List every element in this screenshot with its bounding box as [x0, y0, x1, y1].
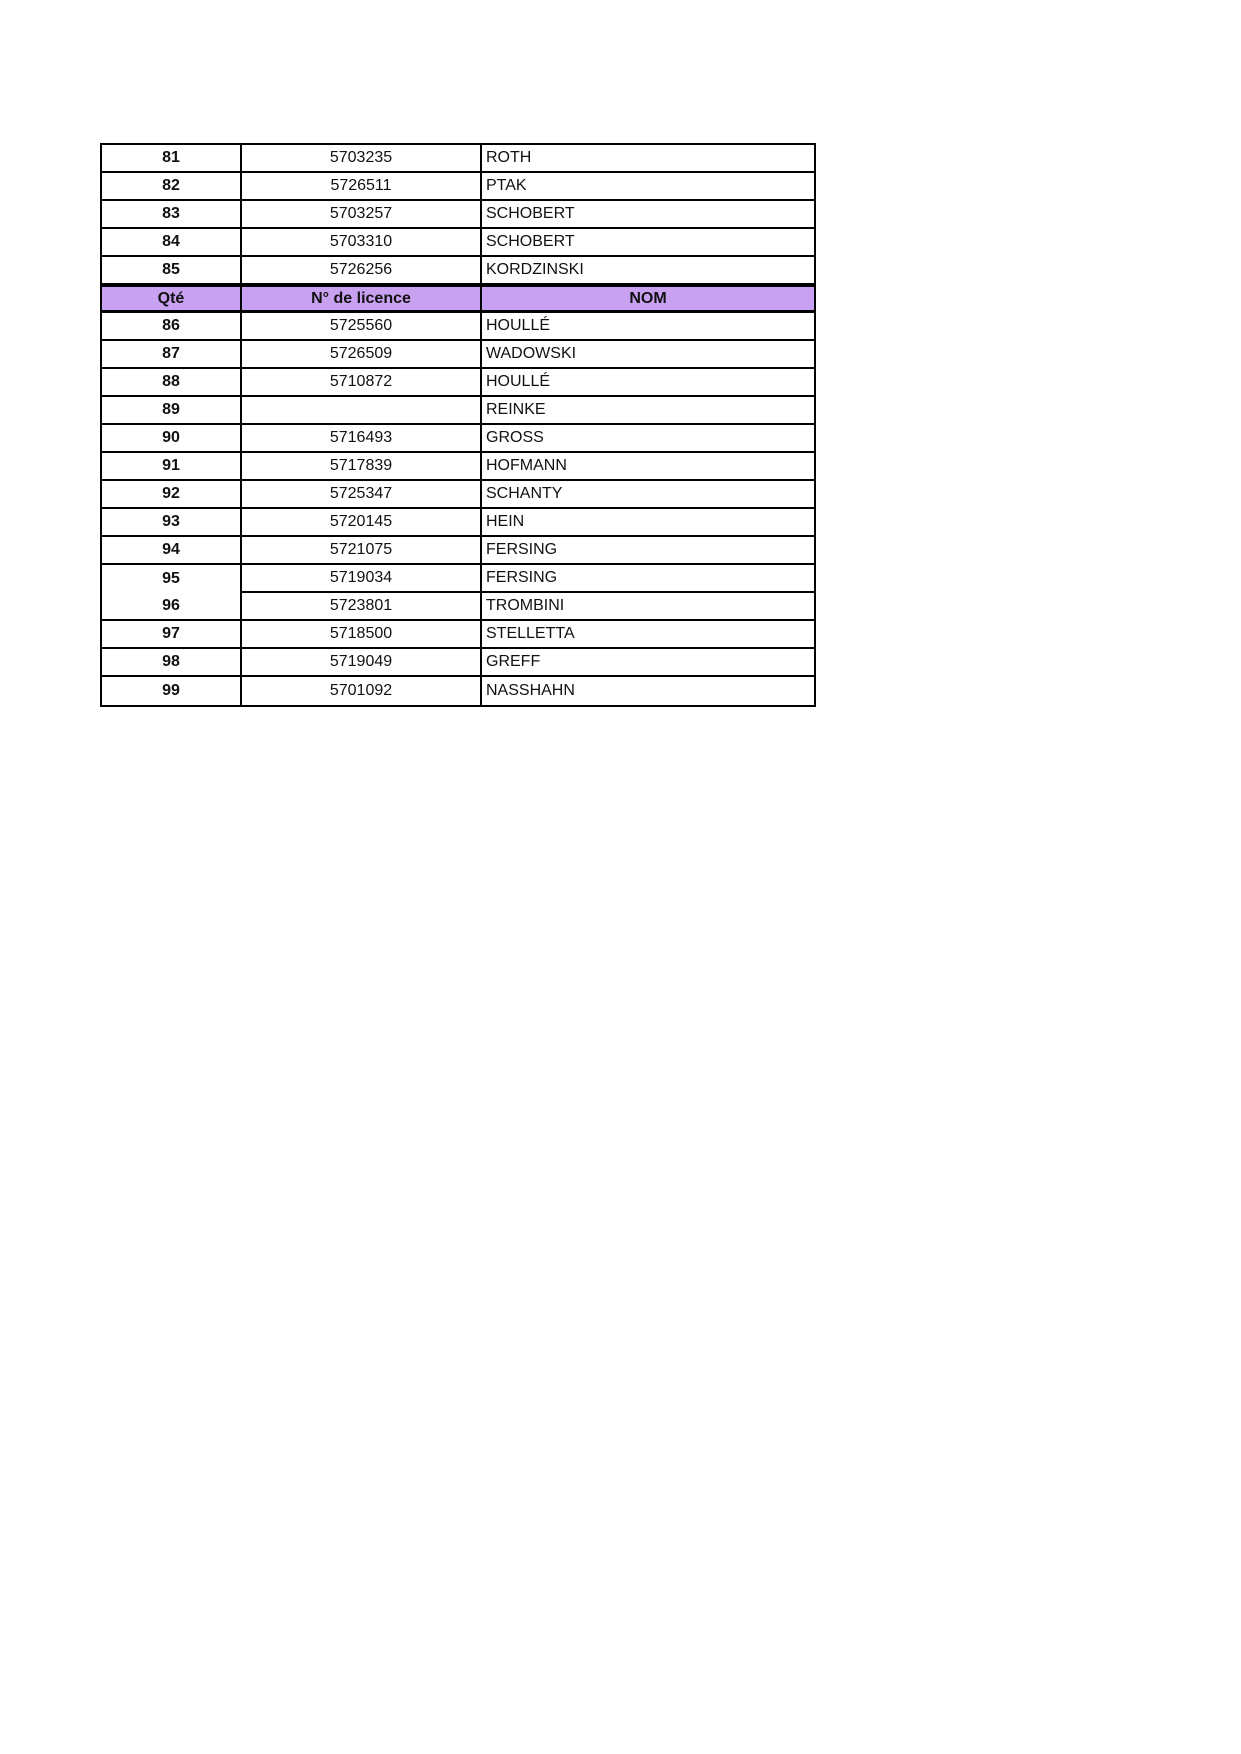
table-row: [102, 201, 814, 229]
licence-roster-body: [102, 145, 814, 705]
qty-cell: 90: [102, 425, 242, 453]
table-row: [102, 341, 814, 369]
licence-roster-table: [100, 143, 816, 707]
licence-cell: [242, 397, 482, 425]
licence-cell: 5716493: [242, 425, 482, 453]
qty-cell: 87: [102, 341, 242, 369]
name-cell: FERSING: [482, 565, 814, 593]
name-cell: SCHOBERT: [482, 201, 814, 229]
qty-cell: 89: [102, 397, 242, 425]
table-row: [102, 145, 814, 173]
licence-cell: 5726509: [242, 341, 482, 369]
licence-cell: 5703235: [242, 145, 482, 173]
table-row: [102, 173, 814, 201]
header-name-cell: NOM: [482, 285, 814, 313]
table-row: [102, 565, 814, 593]
table-row: [102, 509, 814, 537]
table-row: [102, 229, 814, 257]
name-cell: KORDZINSKI: [482, 257, 814, 285]
name-cell: GREFF: [482, 649, 814, 677]
name-cell: WADOWSKI: [482, 341, 814, 369]
licence-cell: 5717839: [242, 453, 482, 481]
qty-cell: 84: [102, 229, 242, 257]
licence-cell: 5719049: [242, 649, 482, 677]
qty-cell: 94: [102, 537, 242, 565]
qty-cell: 82: [102, 173, 242, 201]
name-cell: TROMBINI: [482, 593, 814, 621]
licence-cell: 5719034: [242, 565, 482, 593]
licence-cell: 5703310: [242, 229, 482, 257]
qty-cell: 86: [102, 313, 242, 341]
licence-cell: 5725560: [242, 313, 482, 341]
table-row: [102, 397, 814, 425]
qty-cell: 88: [102, 369, 242, 397]
name-cell: NASSHAHN: [482, 677, 814, 705]
table-row: [102, 257, 814, 285]
table-row: [102, 369, 814, 397]
licence-cell: 5721075: [242, 537, 482, 565]
table-row: [102, 649, 814, 677]
table-row: [102, 537, 814, 565]
licence-cell: 5701092: [242, 677, 482, 705]
name-cell: HEIN: [482, 509, 814, 537]
table-row: [102, 453, 814, 481]
qty-cell: 96: [102, 593, 242, 621]
name-cell: SCHANTY: [482, 481, 814, 509]
name-cell: ROTH: [482, 145, 814, 173]
header-qty-cell: Qté: [102, 285, 242, 313]
table-row: [102, 677, 814, 705]
licence-cell: 5703257: [242, 201, 482, 229]
header-licence-cell: N° de licence: [242, 285, 482, 313]
name-cell: STELLETTA: [482, 621, 814, 649]
licence-cell: 5720145: [242, 509, 482, 537]
table-row: [102, 481, 814, 509]
name-cell: GROSS: [482, 425, 814, 453]
name-cell: SCHOBERT: [482, 229, 814, 257]
header-row: [102, 285, 814, 313]
table-row: [102, 313, 814, 341]
licence-cell: 5725347: [242, 481, 482, 509]
qty-cell: 83: [102, 201, 242, 229]
licence-cell: 5726256: [242, 257, 482, 285]
licence-cell: 5710872: [242, 369, 482, 397]
table-row: [102, 593, 814, 621]
qty-cell: 91: [102, 453, 242, 481]
qty-cell: 97: [102, 621, 242, 649]
name-cell: HOFMANN: [482, 453, 814, 481]
licence-cell: 5718500: [242, 621, 482, 649]
qty-cell: 92: [102, 481, 242, 509]
table-row: [102, 425, 814, 453]
name-cell: PTAK: [482, 173, 814, 201]
licence-cell: 5723801: [242, 593, 482, 621]
qty-cell: 81: [102, 145, 242, 173]
name-cell: REINKE: [482, 397, 814, 425]
qty-cell: 85: [102, 257, 242, 285]
name-cell: HOULLÉ: [482, 369, 814, 397]
qty-cell: 95: [102, 565, 242, 593]
table-row: [102, 621, 814, 649]
qty-cell: 93: [102, 509, 242, 537]
name-cell: FERSING: [482, 537, 814, 565]
qty-cell: 98: [102, 649, 242, 677]
qty-cell: 99: [102, 677, 242, 705]
licence-cell: 5726511: [242, 173, 482, 201]
name-cell: HOULLÉ: [482, 313, 814, 341]
